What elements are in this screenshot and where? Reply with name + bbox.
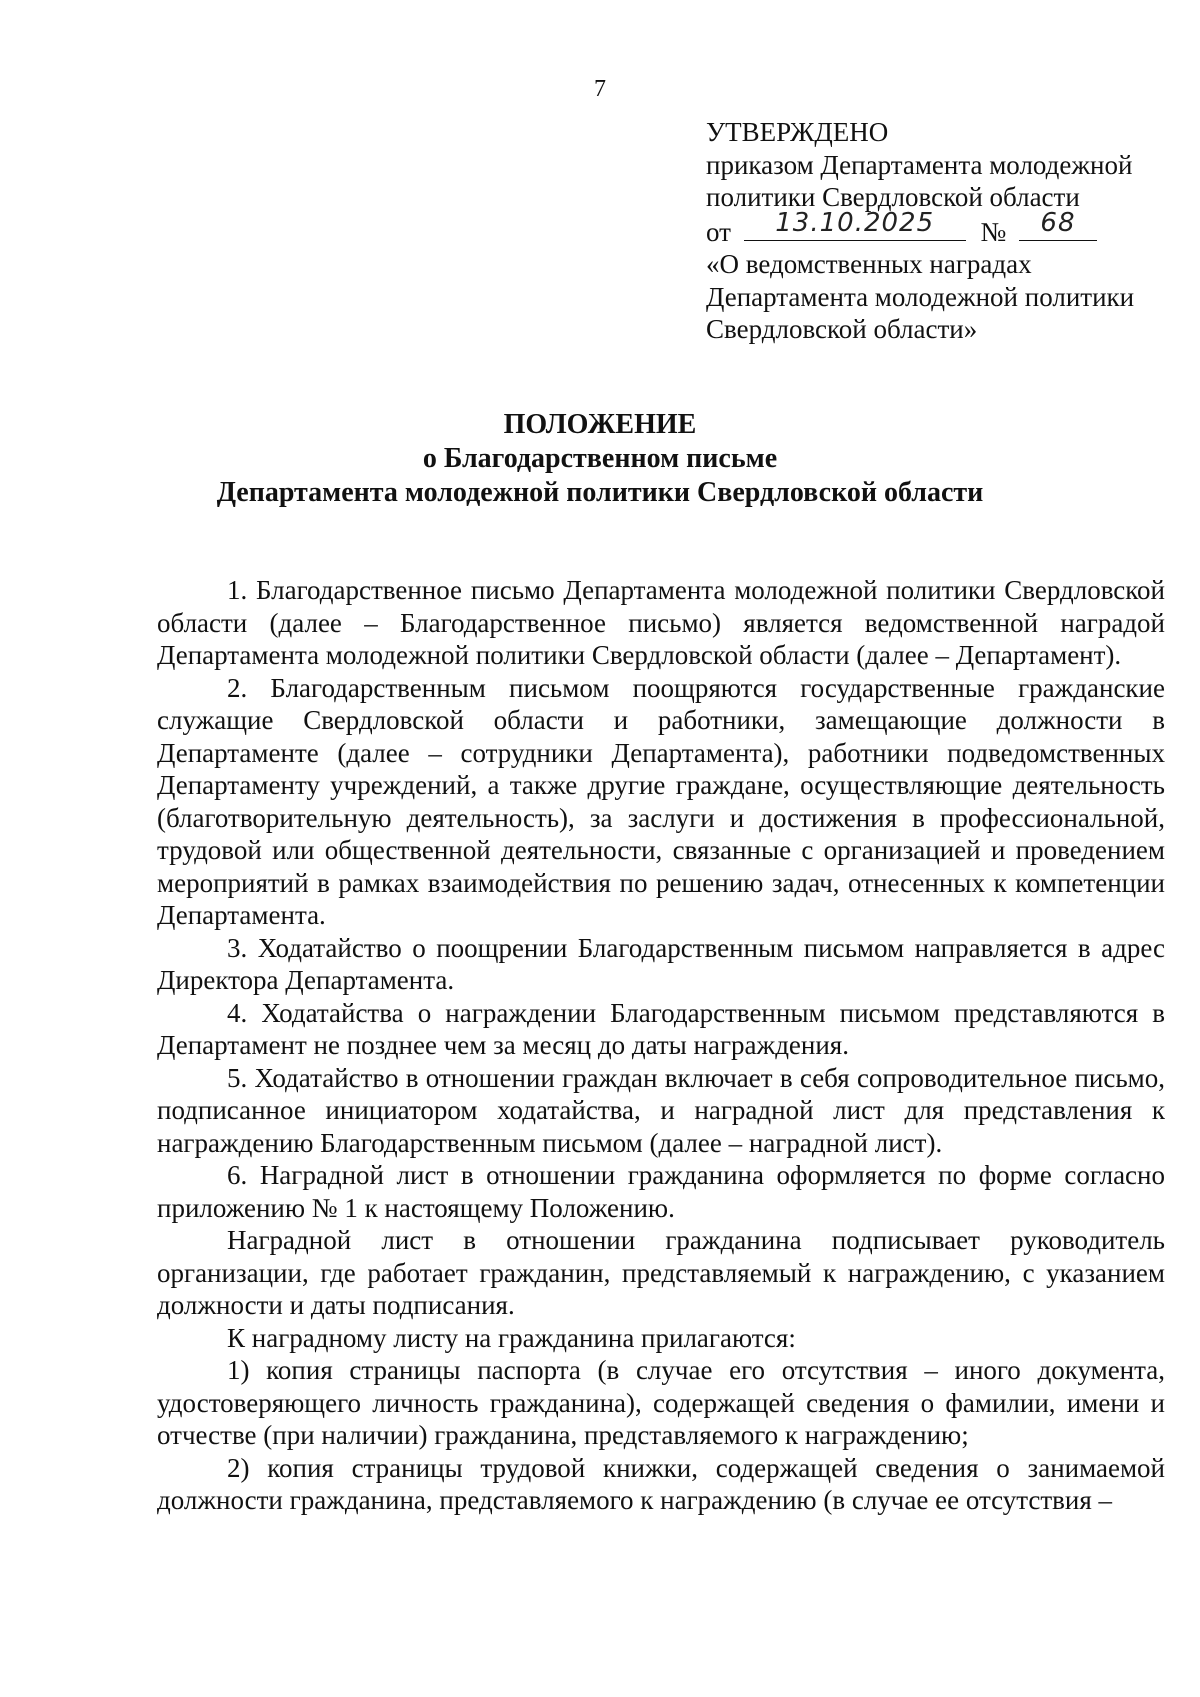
page-number: 7 [594,76,606,102]
number-prefix: № [980,216,1007,247]
paragraph-10: 2) копия страницы трудовой книжки, содержащей сведения о занимаемой должности гражданина, представляемого к награждению (в случае ее отсутствия – [157,1452,1165,1515]
handwritten-number: 68 [1040,208,1076,238]
paragraph-3: 3. Ходатайство о поощрении Благодарственным письмом направляется в адрес Директора Департамента. [157,932,1165,995]
title-line-3: Департамента молодежной политики Свердловской области [216,477,984,508]
approval-line-5: Департамента молодежной политики [706,281,1135,312]
approval-line-4: «О ведомственных наградах [706,249,1032,279]
approval-date-line [706,208,1166,249]
paragraph-7: Наградной лист в отношении гражданина подписывает руководитель организации, где работает гражданин, представляемый к награждению, с указанием должности и даты подписания. [157,1225,1165,1320]
document-title [0,408,1200,510]
paragraph-2: 2. Благодарственным письмом поощряются государственные гражданские служащие Свердловской области и работники, замещающие должности в Департаменте (далее – сотрудники Департамента), работники подведомственных Департаменту учреждений, а также другие граждане, осуществляющие деятельность (благотворительную деятельность), за заслуги и достижения в профессиональной, трудовой или общественной деятельности, связанные с организацией и проведением мероприятий в рамках взаимодействия по решению задач, отнесенных к компетенции Департамента. [157,672,1165,930]
paragraph-8: К наградному листу на гражданина прилагаются: [227,1322,796,1353]
handwritten-date: 13.10.2025 [775,208,935,238]
number-blank [1019,208,1097,241]
document-body [157,574,1165,1517]
date-blank [744,208,966,241]
date-prefix: от [706,216,731,247]
paragraph-5: 5. Ходатайство в отношении граждан включает в себя сопроводительное письмо, подписанное инициатором ходатайства, и наградной лист для представления к награждению Благодарственным письмом (далее – наградной лист). [157,1062,1165,1158]
paragraph-4: 4. Ходатайства о награждении Благодарственным письмом представляются в Департамент не позднее чем за месяц до даты награждения. [157,997,1165,1060]
approval-line-6: Свердловской области» [706,314,978,344]
approval-heading: УТВЕРЖДЕНО [706,117,889,147]
paragraph-1: 1. Благодарственное письмо Департамента молодежной политики Свердловской области (далее – Благодарственное письмо) является ведомственной наградой Департамента молодежной политики Свердловской области (далее – Департамент). [157,575,1165,670]
paragraph-6: 6. Наградной лист в отношении гражданина оформляется по форме согласно приложению № 1 к настоящему Положению. [157,1160,1165,1223]
approval-stamp-block [706,116,1166,346]
approval-line-1: приказом Департамента молодежной [706,149,1133,180]
title-line-2: о Благодарственном письме [422,443,778,474]
approval-line-2: политики Свердловской области [706,182,1080,212]
title-line-1: ПОЛОЖЕНИЕ [503,409,697,440]
paragraph-9: 1) копия страницы паспорта (в случае его отсутствия – иного документа, удостоверяющего личность гражданина), содержащей сведения о фамилии, имени и отчестве (при наличии) гражданина, представляемого к награждению; [157,1355,1165,1450]
